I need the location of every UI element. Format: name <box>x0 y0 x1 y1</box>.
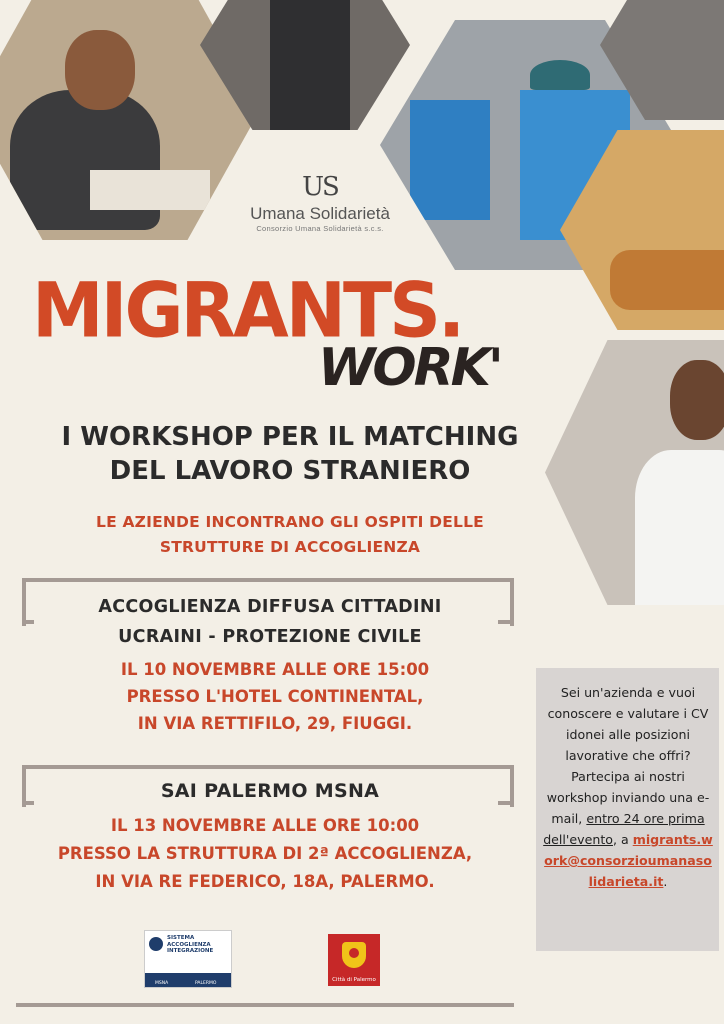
title-work: WORK' <box>318 338 501 398</box>
event1-title-line-2: UCRAINI - PROTEZIONE CIVILE <box>118 627 422 647</box>
event1-address: IN VIA RETTIFILO, 29, FIUGGI. <box>137 714 413 733</box>
event2-frame-bottom-left <box>22 801 34 805</box>
note-intro: Sei un'azienda e vuoi conoscere e valutare i CV idonei alle posizioni lavorative che offri? Partecipa ai nostri workshop inviando una e-mail, <box>546 685 710 826</box>
main-heading <box>40 420 540 488</box>
title-migrants: MIGRANTS. <box>32 265 463 355</box>
event1-date: IL 10 NOVEMBRE ALLE ORE 15:00 <box>120 660 430 679</box>
event1-frame-bottom-left <box>22 620 34 624</box>
note-end: . <box>663 874 668 889</box>
sai-line-1: SISTEMA <box>167 935 195 941</box>
sai-name <box>167 935 213 955</box>
event1-venue: PRESSO L'HOTEL CONTINENTAL, <box>126 687 424 706</box>
note-connector: , a <box>612 832 629 847</box>
sai-band <box>145 973 231 987</box>
logo-name: Umana Solidarietà <box>250 204 390 223</box>
event1-title-line-1: ACCOGLIENZA DIFFUSA CITTADINI <box>98 597 442 617</box>
event2-details <box>20 812 510 896</box>
sai-line-3: INTEGRAZIONE <box>167 948 214 954</box>
event1-title <box>40 592 500 652</box>
sai-left-label: MSNA <box>155 981 169 986</box>
heading-line-2: DEL LAVORO STRANIERO <box>109 456 471 486</box>
palermo-crest-icon <box>342 942 366 968</box>
event2-venue: PRESSO LA STRUTTURA DI 2ª ACCOGLIENZA, <box>57 844 473 863</box>
umana-solidarieta-logo <box>225 172 415 242</box>
email-link[interactable]: migrants.work@consorzioumanasolidarieta.it <box>544 832 713 889</box>
subheading-line-1: LE AZIENDE INCONTRANO GLI OSPITI DELLE <box>96 513 484 531</box>
sai-logo <box>144 930 232 988</box>
subheading <box>40 510 540 560</box>
event1-details <box>60 656 490 737</box>
sai-line-2: ACCOGLIENZA <box>167 941 211 948</box>
footer-divider <box>16 1003 514 1007</box>
sai-right-label: PALERMO <box>195 981 217 986</box>
logo-subtitle: Consorzio Umana Solidarietà s.c.s. <box>256 224 384 233</box>
contact-note-text <box>542 682 714 892</box>
heading-line-1: I WORKSHOP PER IL MATCHING <box>61 422 519 452</box>
logo-mark: US <box>302 172 338 202</box>
event2-date: IL 13 NOVEMBRE ALLE ORE 10:00 <box>110 816 420 835</box>
sai-circle-icon <box>149 937 163 951</box>
citta-di-palermo-logo <box>328 934 380 986</box>
contact-note <box>536 668 719 951</box>
palermo-caption: Città di Palermo <box>332 977 376 983</box>
note-deadline: entro 24 ore prima dell'evento <box>543 811 705 847</box>
subheading-line-2: STRUTTURE DI ACCOGLIENZA <box>159 538 421 556</box>
event2-title: SAI PALERMO MSNA <box>160 780 380 802</box>
event2-address: IN VIA RE FEDERICO, 18A, PALERMO. <box>95 872 435 891</box>
